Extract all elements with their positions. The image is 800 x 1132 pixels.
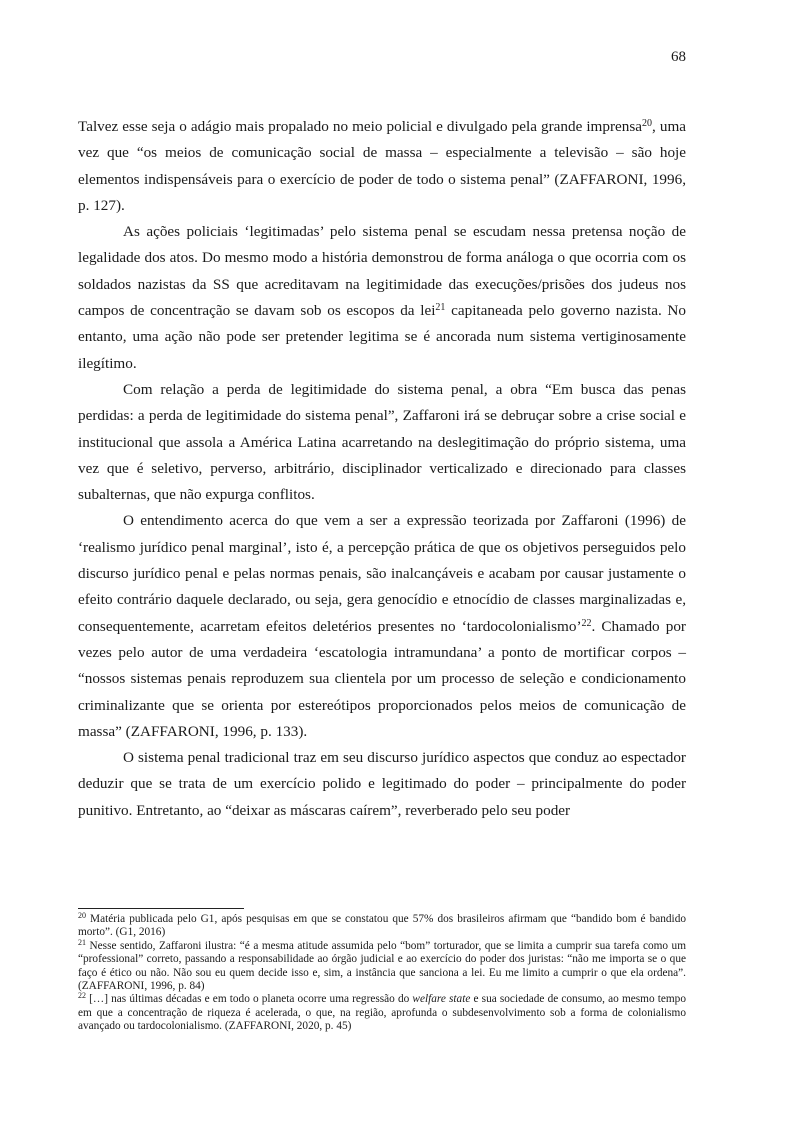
footnote-21-text: Nesse sentido, Zaffaroni ilustra: “é a mesma atitude assumida pelo “bom” torturador, que se limita a cumprir sua tarefa como um “professional” correto, passando a responsabilidade ao órgão judicial e ao exercício do poder dos juristas: “não me importa se o que faço é ético ou não. Não sou eu quem decide isso e, sim, a instância que sanciona a lei. Eu me limito a cumprir o que ela ordena”. (ZAFFARONI, 1996, p. 84) [78,939,686,993]
footnote-ref-20: 20 [642,118,653,129]
footnote-22-text-b: e sua sociedade de consumo, ao mesmo tempo em que a concentração de riqueza é acelerada, o que, na região, aprofunda o subdesenvolvimento sob a forma de colonialismo avançado ou tardocolonialismo. (ZAFFARONI, 2020, p. 45) [78,993,686,1033]
paragraph-1-text-b: , uma vez que “os meios de comunicação social de massa – especialmente a televisão – são hoje elementos indispensáveis para o exercício de poder de todo o sistema penal” (ZAFFARONI, 1996, p. 127). [78,118,686,214]
footnote-ref-21: 21 [435,302,446,314]
paragraph-4-text-b: . Chamado por vezes pelo autor de uma verdadeira ‘escatologia intramundana’ a ponto de mortificar corpos – “nossos sistemas penais reproduzem sua clientela por um processo de seleção e condicionamento criminalizante que se orienta por estereótipos proporcionados pelos meios de comunicação de massa” (ZAFFARONI, 1996, p. 133). [78,617,686,740]
paragraph-1 [78,114,686,219]
footnote-22-emphasis: welfare state [412,993,471,1006]
paragraph-1-text-a: Talvez esse seja o adágio mais propalado no meio policial e divulgado pela grande imprensa [78,118,643,135]
page-number: 68 [671,49,686,65]
footnote-20-text: Matéria publicada pelo G1, após pesquisas em que se constatou que 57% dos brasileiros afirmam que “bandido bom é bandido morto”. (G1, 2016) [78,913,686,939]
paragraph-3: Com relação a perda de legitimidade do sistema penal, a obra “Em busca das penas perdidas: a perda de legitimidade do sistema penal”, Zaffaroni irá se debruçar sobre a crise social e institucional que assola a América Latina acarretando na deslegitimação do próprio sistema, uma vez que é seletivo, perverso, arbitrário, disciplinador verticalizado e direcionado para classes subalternas, que não expurga conflitos. [78,380,686,504]
paragraph-4-text-a: O entendimento acerca do que vem a ser a expressão teorizada por Zaffaroni (1996) de ‘realismo jurídico penal marginal’, isto é, a percepção prática de que os objetivos perseguidos pelo discurso jurídico penal e pelas normas penais, são inalcançáveis e acabam por causar justamente o efeito contrário daquele declarado, ou seja, gera genocídio e etnocídio de classes marginalizadas e, consequentemente, acarretam efeitos deletérios presentes no ‘tardocolonialismo’ [78,512,686,635]
footnote-20 [78,913,686,940]
footnote-ref-22: 22 [581,617,592,629]
footnote-number-20: 20 [78,911,86,920]
footnote-number-21: 21 [78,937,86,947]
footnote-divider [78,908,244,909]
paragraph-2 [78,219,686,377]
footnote-21 [78,937,686,994]
footnote-22 [78,993,686,1033]
body-text [78,114,686,824]
footnote-22-text-a: […] nas últimas décadas e em todo o planeta ocorre uma regressão do [86,993,413,1006]
paragraph-2-text-a: As ações policiais ‘legitimadas’ pelo sistema penal se escudam nessa pretensa noção de legalidade dos atos. Do mesmo modo a história demonstrou de forma análoga o que ocorria com os soldados nazistas da SS que acreditavam na legitimidade das execuções/prisões dos judeus nos campos de concentração se davam sob os escopos da lei [78,223,686,320]
paragraph-4 [78,508,686,745]
footnotes [78,913,686,1034]
footnote-number-22: 22 [78,991,86,1001]
paragraph-2-text-b: capitaneada pelo governo nazista. No entanto, uma ação não pode ser pretender legitima se é ancorada num sistema vertiginosamente ilegítimo. [78,302,686,372]
paragraph-5: O sistema penal tradicional traz em seu discurso jurídico aspectos que conduz ao espectador deduzir que se trata de um exercício polido e legitimado do poder – principalmente do poder punitivo. Entretanto, ao “deixar as máscaras caírem”, reverberado pelo seu poder [78,749,686,819]
